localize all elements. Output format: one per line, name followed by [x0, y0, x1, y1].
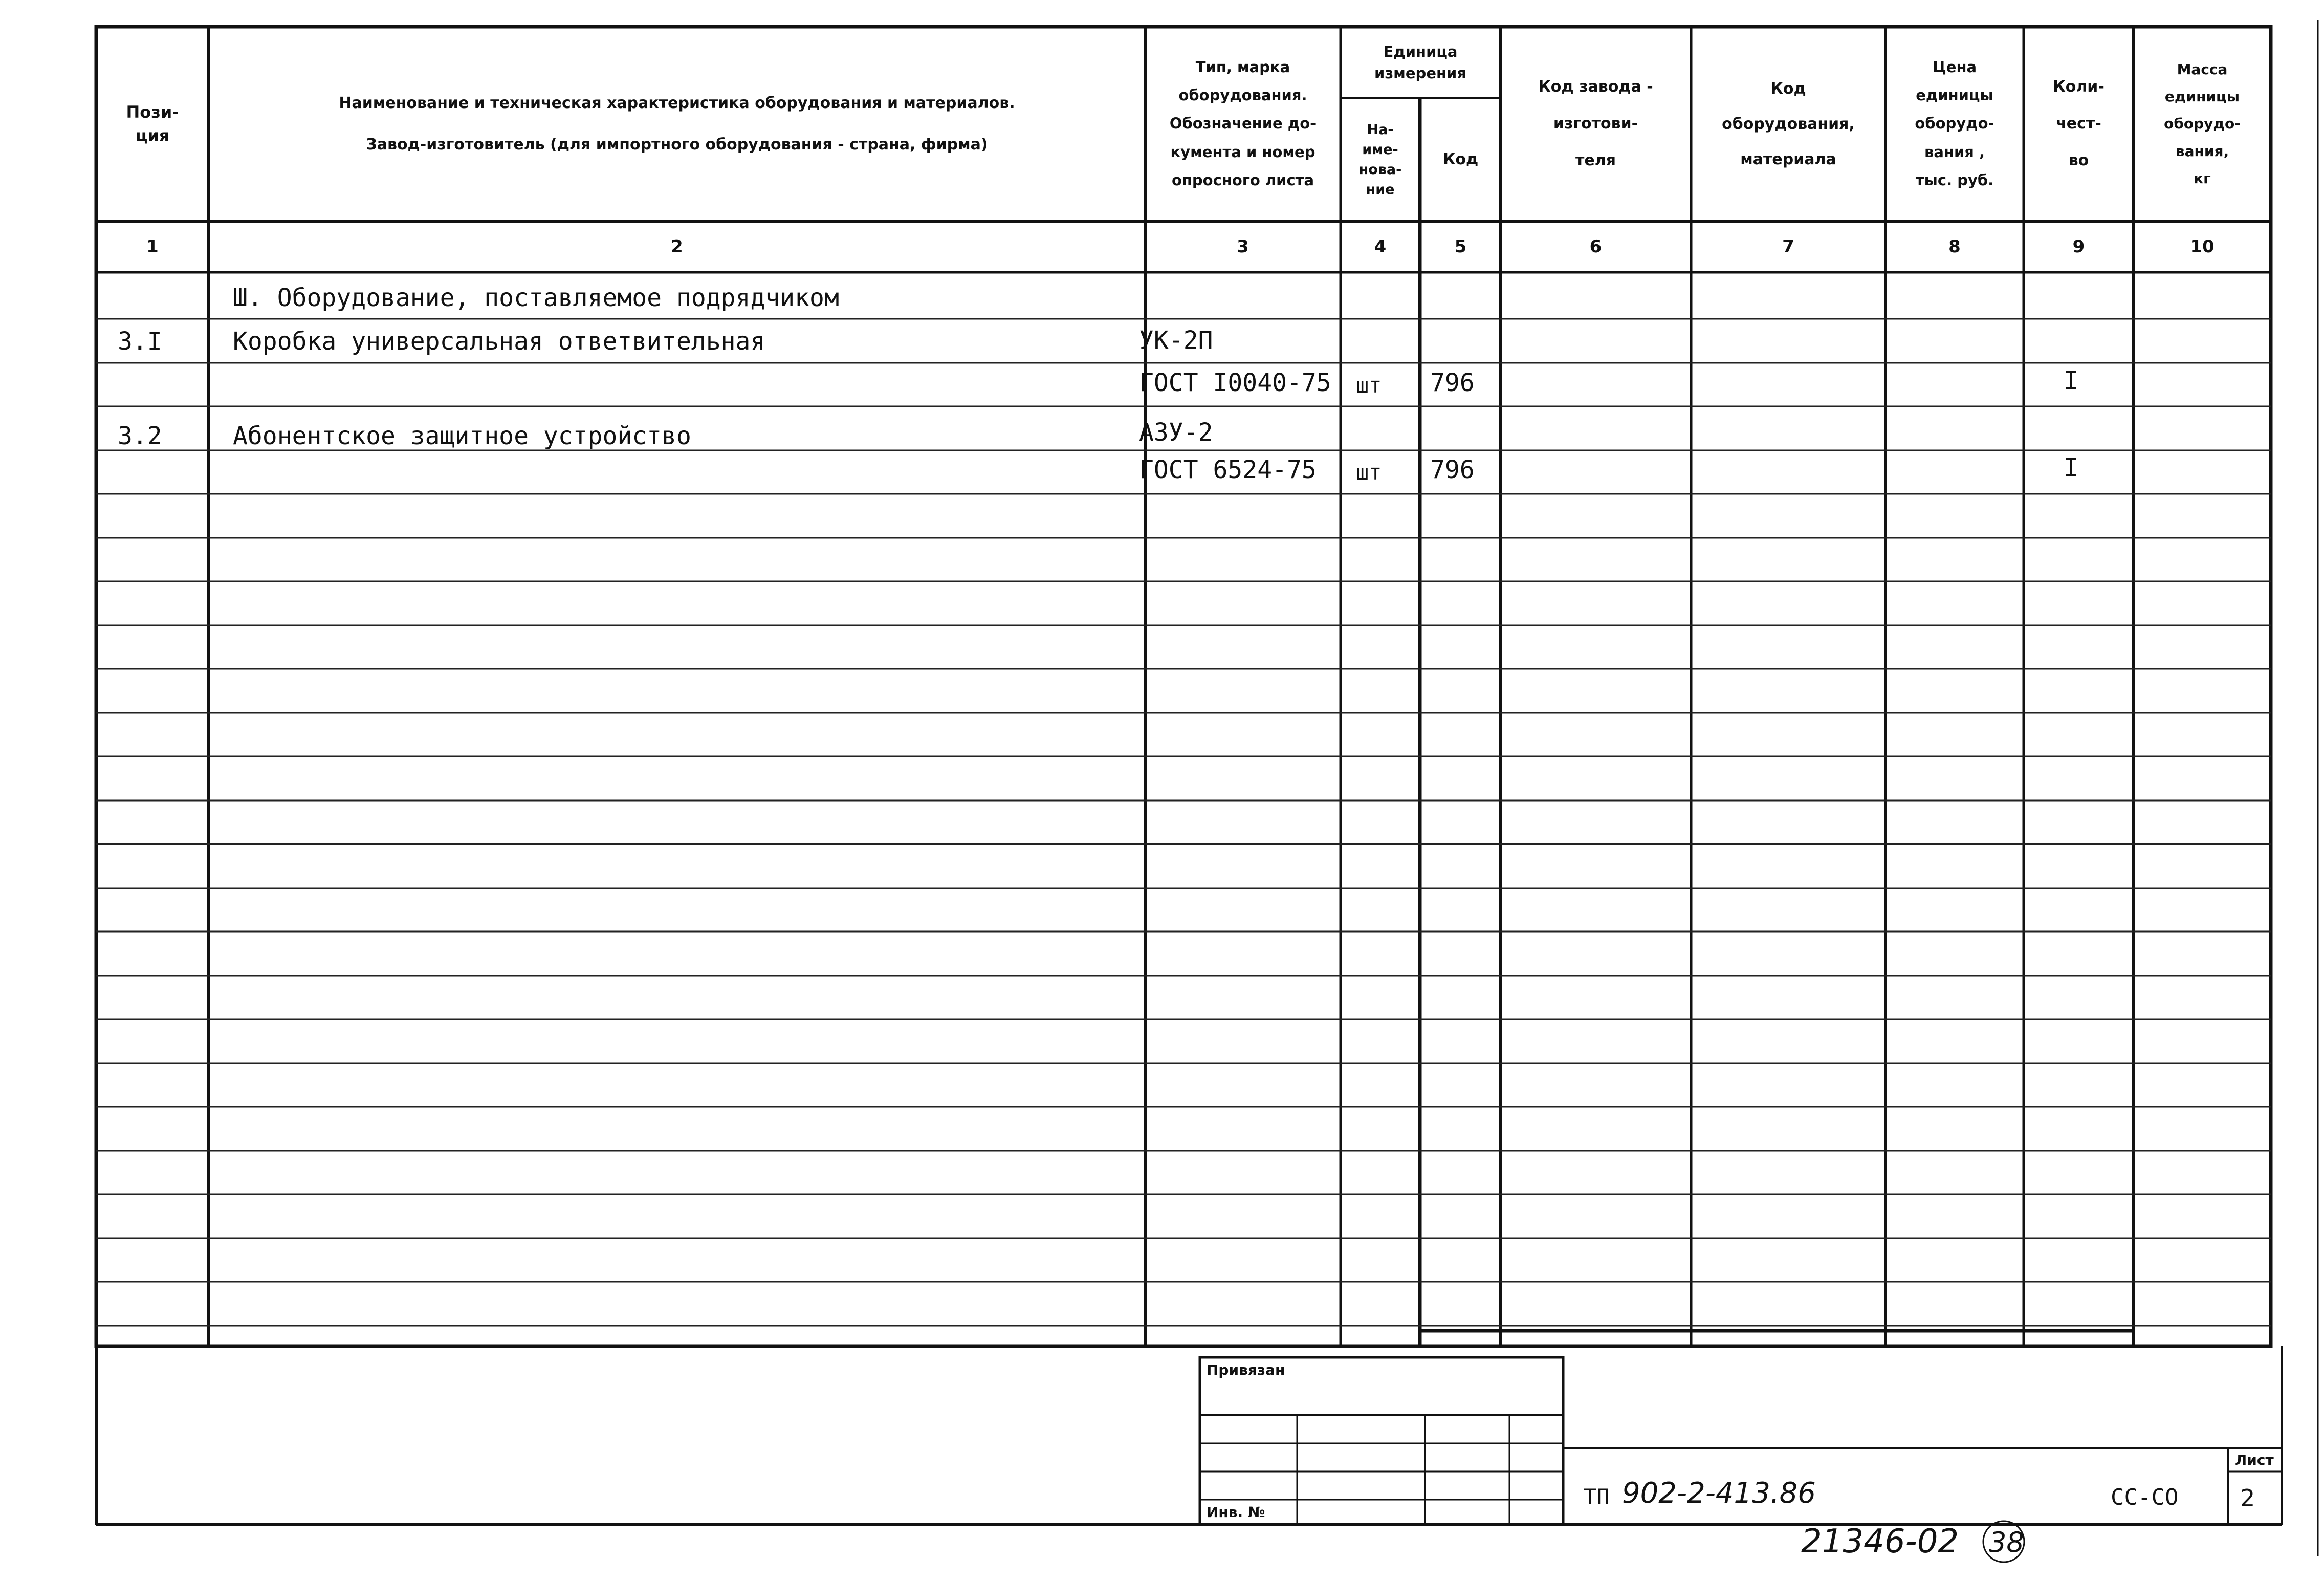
- colnum-8: 8: [1948, 236, 1961, 257]
- doc-prefix: ТП: [1584, 1484, 1610, 1509]
- document-mark: СС-СО: [2111, 1484, 2179, 1510]
- row-code: 796: [1430, 456, 1475, 484]
- colnum-4: 4: [1374, 236, 1387, 257]
- colnum-2: 2: [671, 236, 683, 257]
- document-code: 902-2-413.86: [1622, 1477, 1816, 1510]
- inventory-number-label: Инв. №: [1207, 1504, 1265, 1521]
- sheet-label: Лист: [2235, 1452, 2274, 1468]
- colnum-5: 5: [1454, 236, 1467, 257]
- row-quantity: I: [2064, 453, 2078, 482]
- header-quantity: Коли- чест- во: [2053, 78, 2104, 169]
- colnum-3: 3: [1237, 236, 1249, 257]
- row-unit: шт: [1356, 372, 1382, 398]
- header-unit-name: На- име- нова- ние: [1358, 121, 1402, 198]
- colnum-1: 1: [146, 236, 159, 257]
- colnum-6: 6: [1589, 236, 1602, 257]
- colnum-10: 10: [2190, 236, 2215, 257]
- row-code: 796: [1430, 369, 1475, 397]
- sheet-number: 2: [2240, 1484, 2255, 1512]
- archive-sub-number: 38: [1989, 1526, 2024, 1559]
- row-position: 3.2: [118, 422, 162, 450]
- row-name: Абонентское защитное устройство: [233, 422, 691, 450]
- row-type: ГОСТ I0040-75: [1139, 369, 1331, 397]
- row-quantity: I: [2064, 366, 2078, 395]
- colnum-9: 9: [2072, 236, 2085, 257]
- header-maker-code: Код завода - изготови- теля: [1538, 78, 1653, 169]
- colnum-7: 7: [1782, 236, 1794, 257]
- header-unit-code: Код: [1442, 150, 1479, 169]
- header-unit-group: Единица измерения: [1374, 42, 1466, 82]
- row-name: Коробка универсальная ответвительная: [233, 327, 765, 356]
- section-heading: Ш. Оборудование, поставляемое подрядчиком: [233, 284, 839, 312]
- row-position: 3.I: [118, 327, 162, 356]
- row-unit: шт: [1356, 459, 1382, 485]
- header-name: Наименование и техническая характеристика оборудования и материалов. Завод-изготовитель (для импортного оборудования - страна, фирма): [339, 94, 1015, 154]
- archive-number: 21346-02: [1801, 1523, 1959, 1561]
- header-equipment-code: Код оборудования, материала: [1722, 79, 1855, 168]
- header-price: Цена единицы оборудо- вания , тыс. руб.: [1915, 58, 1994, 189]
- row-type: УК-2П: [1139, 326, 1213, 355]
- header-type: Тип, марка оборудования. Обозначение до- кумента и номер опросного листа: [1169, 58, 1317, 189]
- header-mass: Масса единицы оборудо- вания, кг: [2164, 61, 2241, 187]
- row-type: АЗУ-2: [1139, 418, 1213, 447]
- privyazan-label: Привязан: [1207, 1361, 1285, 1378]
- header-position: Пози- ция: [126, 102, 179, 145]
- row-type: ГОСТ 6524-75: [1139, 456, 1317, 484]
